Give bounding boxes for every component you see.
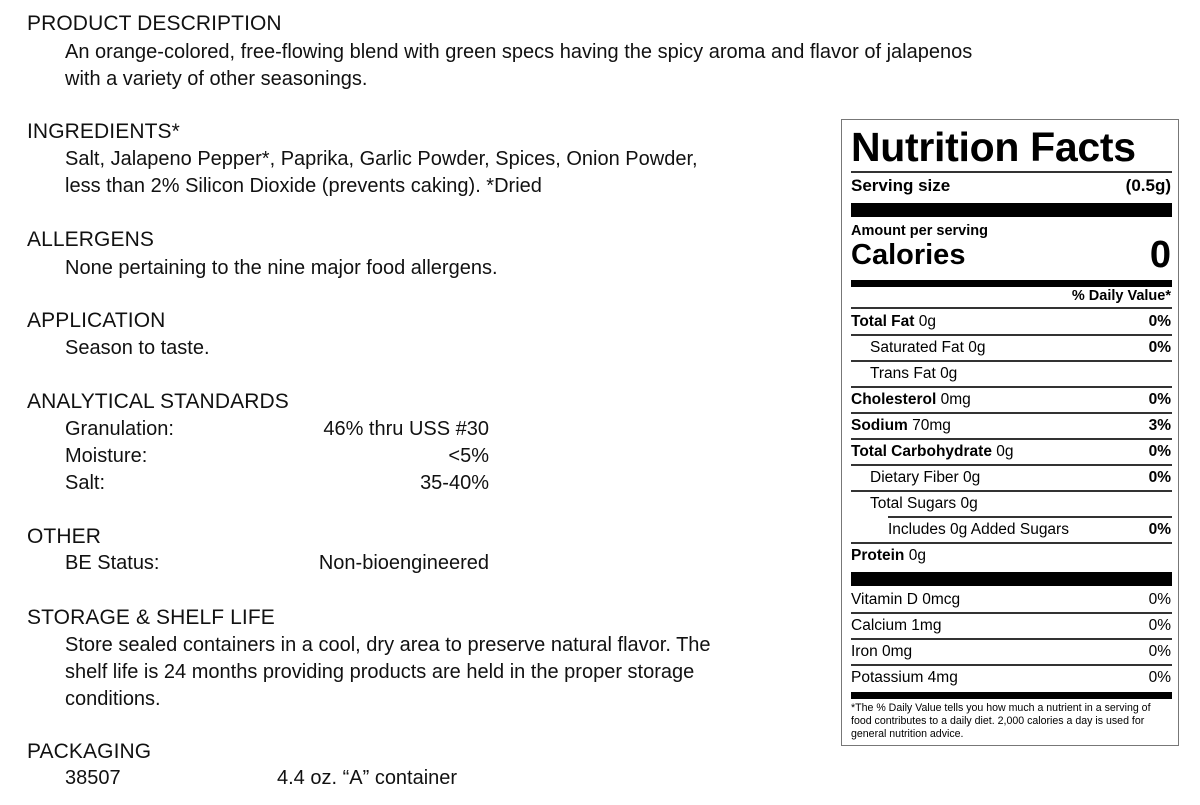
iron: Iron 0mg <box>851 643 913 660</box>
nutrient-added-sugars-dv: 0% <box>1148 521 1171 538</box>
divider <box>851 412 1172 414</box>
nutrition-facts-label <box>841 119 1179 746</box>
product-description-heading: PRODUCT DESCRIPTION <box>27 12 282 35</box>
divider <box>851 490 1172 492</box>
moisture-label: Moisture: <box>65 445 148 467</box>
divider <box>851 664 1172 666</box>
nutrient-total-carbohydrate: Total Carbohydrate 0g <box>851 443 1014 460</box>
be-status-label: BE Status: <box>65 552 160 574</box>
divider <box>851 638 1172 640</box>
nutrient-total-sugars: Total Sugars 0g <box>870 495 978 512</box>
medium-divider <box>851 692 1172 699</box>
nutrient-cholesterol: Cholesterol 0mg <box>851 391 971 408</box>
divider <box>851 334 1172 336</box>
nutrient-total-fat: Total Fat 0g <box>851 313 936 330</box>
nutrient-total-carbohydrate-dv: 0% <box>1148 443 1171 460</box>
nutrient-sodium-dv: 3% <box>1148 417 1171 434</box>
serving-size-value: (0.5g) <box>1125 176 1171 195</box>
nutrient-saturated-fat: Saturated Fat 0g <box>870 339 986 356</box>
nutrient-saturated-fat-dv: 0% <box>1148 339 1171 356</box>
divider <box>851 386 1172 388</box>
moisture-value: <5% <box>448 445 489 467</box>
medium-divider <box>851 280 1172 287</box>
iron-dv: 0% <box>1148 643 1171 660</box>
divider <box>851 360 1172 362</box>
ingredients-heading: INGREDIENTS* <box>27 120 180 143</box>
granulation-value: 46% thru USS #30 <box>323 418 489 440</box>
calories-label: Calories <box>851 239 966 271</box>
storage-line: conditions. <box>65 688 161 710</box>
salt-value: 35-40% <box>420 472 489 494</box>
thick-divider <box>851 572 1172 586</box>
granulation-label: Granulation: <box>65 418 174 440</box>
nutrient-dietary-fiber-dv: 0% <box>1148 469 1171 486</box>
product-description-line: with a variety of other seasonings. <box>65 68 368 90</box>
divider <box>888 516 1172 518</box>
allergens-heading: ALLERGENS <box>27 228 154 251</box>
storage-line: shelf life is 24 months providing products are held in the proper storage <box>65 661 695 683</box>
nutrient-protein: Protein 0g <box>851 547 926 564</box>
calcium-dv: 0% <box>1148 617 1171 634</box>
salt-label: Salt: <box>65 472 106 494</box>
application-text: Season to taste. <box>65 337 210 359</box>
nutrient-cholesterol-dv: 0% <box>1148 391 1171 408</box>
nutrition-facts-title: Nutrition Facts <box>851 124 1136 170</box>
be-status-value: Non-bioengineered <box>318 552 489 574</box>
nutrient-total-fat-dv: 0% <box>1148 313 1171 330</box>
ingredients-line: Salt, Jalapeno Pepper*, Paprika, Garlic Powder, Spices, Onion Powder, <box>65 148 698 170</box>
daily-value-header: % Daily Value* <box>1071 288 1171 304</box>
thick-divider <box>851 203 1172 217</box>
nutrient-dietary-fiber: Dietary Fiber 0g <box>870 469 981 486</box>
nutrient-sodium: Sodium 70mg <box>851 417 951 434</box>
packaging-heading: PACKAGING <box>27 740 152 763</box>
divider <box>851 464 1172 466</box>
nutrient-trans-fat: Trans Fat 0g <box>870 365 958 382</box>
amount-per-serving-label: Amount per serving <box>851 223 988 239</box>
storage-line: Store sealed containers in a cool, dry area to preserve natural flavor. The <box>65 634 711 656</box>
nutrient-added-sugars: Includes 0g Added Sugars <box>888 521 1069 538</box>
packaging-code: 38507 <box>65 767 121 789</box>
ingredients-line: less than 2% Silicon Dioxide (prevents caking). *Dried <box>65 175 542 197</box>
divider <box>851 307 1172 309</box>
divider <box>851 542 1172 544</box>
application-heading: APPLICATION <box>27 309 166 332</box>
product-description-line: An orange-colored, free-flowing blend with green specs having the spicy aroma and flavor of jalapenos <box>65 41 973 63</box>
vitamin-d: Vitamin D 0mcg <box>851 591 961 608</box>
potassium-dv: 0% <box>1148 669 1171 686</box>
other-heading: OTHER <box>27 525 101 548</box>
daily-value-footnote: *The % Daily Value tells you how much a nutrient in a serving of food contributes to a daily diet. 2,000 calories a day is used for general nutrition advice. <box>851 702 1151 740</box>
potassium: Potassium 4mg <box>851 669 958 686</box>
packaging-description: 4.4 oz. “A” container <box>277 767 458 789</box>
divider <box>851 438 1172 440</box>
divider <box>851 612 1172 614</box>
divider <box>851 171 1172 173</box>
calcium: Calcium 1mg <box>851 617 942 634</box>
allergens-text: None pertaining to the nine major food allergens. <box>65 257 498 279</box>
storage-heading: STORAGE & SHELF LIFE <box>27 606 275 629</box>
calories-value: 0 <box>1149 234 1171 276</box>
analytical-standards-heading: ANALYTICAL STANDARDS <box>27 390 289 413</box>
serving-size-label: Serving size <box>851 176 951 195</box>
vitamin-d-dv: 0% <box>1148 591 1171 608</box>
